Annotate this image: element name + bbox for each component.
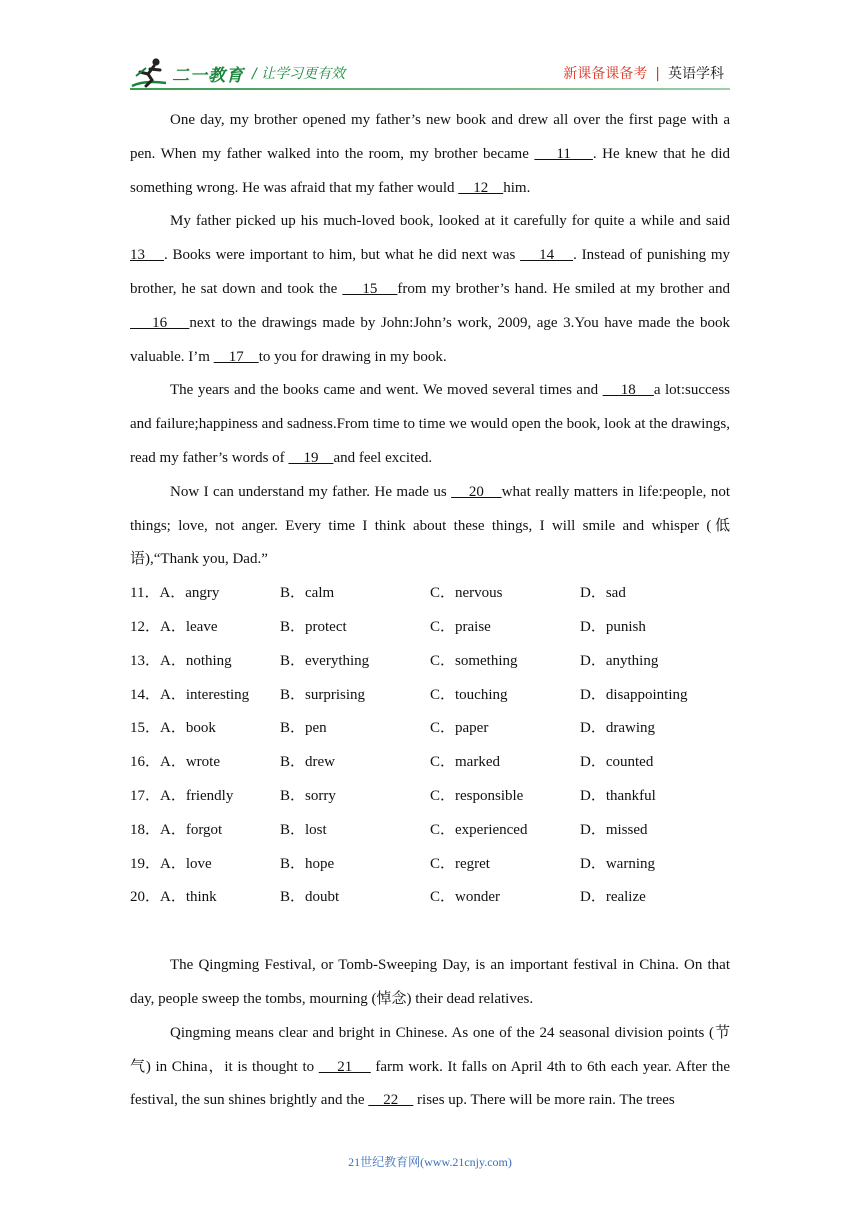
option-row xyxy=(130,645,730,679)
answer-blank: 11 xyxy=(534,145,593,162)
paragraph-text: and feel excited. xyxy=(333,449,433,466)
answer-blank: 14 xyxy=(520,247,574,264)
option-choice: 12．A．leave xyxy=(130,618,218,635)
option-choice: B．surprising xyxy=(280,686,366,703)
option-choice: C．marked xyxy=(430,754,500,771)
paragraph xyxy=(130,949,730,1017)
paragraph xyxy=(130,374,730,475)
option-row xyxy=(130,712,730,746)
option-choice: D．realize xyxy=(580,889,646,906)
answer-blank: 22 xyxy=(368,1092,414,1109)
option-choice: D．thankful xyxy=(580,787,656,804)
answer-blank: 21 xyxy=(318,1058,371,1075)
option-choice: C．experienced xyxy=(430,821,528,838)
option-choice: 16．A．wrote xyxy=(130,754,220,771)
option-choice: 14．A．interesting xyxy=(130,686,250,703)
option-choice: 20．A．think xyxy=(130,889,217,906)
paragraph-text: The Qingming Festival, or Tomb-Sweeping Day, is an important festival in China. On that day, people sweep the tombs, mourning (悼念) their dead relatives. xyxy=(130,957,730,1007)
option-choice: C．touching xyxy=(430,686,508,703)
option-choice: 19．A．love xyxy=(130,855,212,872)
option-row xyxy=(130,780,730,814)
answer-blank: 13 xyxy=(130,247,164,264)
answer-blank: 15 xyxy=(342,280,398,297)
option-choice: B．pen xyxy=(280,720,327,737)
slogan: / 让学习更有效 xyxy=(252,66,346,82)
option-choice: C．praise xyxy=(430,618,491,635)
paragraph-text: next to the drawings made by John:John’s work, 2009, age 3.You have made the book valuable. I’m xyxy=(130,314,730,365)
answer-blank: 18 xyxy=(602,382,654,399)
page-footer: 21世纪教育网(www.21cnjy.com) xyxy=(348,1155,512,1169)
header-separator: | xyxy=(655,66,660,82)
paragraph-text: from my brother’s hand. He smiled at my brother and xyxy=(397,280,730,297)
document-body xyxy=(130,104,730,1118)
answer-blank: 17 xyxy=(213,348,259,365)
paragraph-text: My father picked up his much-loved book, looked at it carefully for quite a while and said xyxy=(170,213,730,230)
page-header xyxy=(130,56,730,90)
option-row xyxy=(130,746,730,780)
option-choice: C．paper xyxy=(430,720,489,737)
paragraph xyxy=(130,1017,730,1118)
paragraph-text: Qingming means clear and bright in Chinese. As one of the 24 seasonal division points (节气) in China，it is thought to xyxy=(130,1024,730,1075)
options-list xyxy=(130,577,730,915)
option-choice: D．warning xyxy=(580,855,655,872)
option-row xyxy=(130,848,730,882)
answer-blank: 20 xyxy=(451,483,502,500)
paragraph-text: The years and the books came and went. We moved several times and xyxy=(170,382,603,399)
option-choice: D．disappointing xyxy=(580,686,688,703)
option-choice: D．drawing xyxy=(580,720,655,737)
logo-text: 二一教育 xyxy=(172,65,244,86)
option-row xyxy=(130,611,730,645)
paragraph-text: to you for drawing in my book. xyxy=(258,348,447,365)
paragraph-text: . Books were important to him, but what he did next was xyxy=(164,247,521,264)
option-row xyxy=(130,814,730,848)
answer-blank: 19 xyxy=(288,449,334,466)
paragraph-text: farm work. It falls on April 4th to 6th each year. After the festival, the sun shines brightly and the xyxy=(130,1058,730,1109)
option-choice: D．counted xyxy=(580,754,654,771)
option-choice: D．sad xyxy=(580,585,626,602)
option-row xyxy=(130,679,730,713)
option-choice: B．protect xyxy=(280,618,347,635)
option-row xyxy=(130,577,730,611)
option-choice: 15．A．book xyxy=(130,720,216,737)
option-row xyxy=(130,881,730,915)
option-choice: B．drew xyxy=(280,754,335,771)
option-choice: B．sorry xyxy=(280,787,336,804)
option-choice: D．punish xyxy=(580,618,646,635)
option-choice: C．responsible xyxy=(430,787,524,804)
subject-label: 英语学科 xyxy=(668,66,724,82)
header-divider xyxy=(130,88,730,90)
section-gap xyxy=(130,915,730,949)
passage-two xyxy=(130,949,730,1118)
paragraph-text: him. xyxy=(503,179,531,196)
runner-logo-icon xyxy=(130,56,170,90)
option-choice: C．wonder xyxy=(430,889,500,906)
option-choice: 18．A．forgot xyxy=(130,821,223,838)
option-choice: B．doubt xyxy=(280,889,340,906)
paragraph-text: what really matters in life:people, not things; love, not anger. Every time I think about these things, I will smile and whisper (低语),“Thank you, Dad.” xyxy=(130,483,730,568)
option-choice: B．hope xyxy=(280,855,335,872)
paragraph-text: Now I can understand my father. He made us xyxy=(170,483,452,500)
option-choice: 11．A．angry xyxy=(130,585,220,602)
option-choice: B．calm xyxy=(280,585,335,602)
passage-one xyxy=(130,104,730,577)
option-choice: 17．A．friendly xyxy=(130,787,234,804)
option-choice: C．regret xyxy=(430,855,490,872)
option-choice: 13．A．nothing xyxy=(130,652,232,669)
option-choice: B．everything xyxy=(280,652,370,669)
paragraph-text: rises up. There will be more rain. The trees xyxy=(413,1092,675,1109)
option-choice: C．nervous xyxy=(430,585,503,602)
header-right xyxy=(563,63,724,83)
option-choice: B．lost xyxy=(280,821,327,838)
answer-blank: 16 xyxy=(130,314,190,331)
paragraph-text: . He knew that he did something wrong. He was afraid that my father would xyxy=(130,145,731,196)
option-choice: D．missed xyxy=(580,821,648,838)
option-choice: D．anything xyxy=(580,652,659,669)
paragraph-text: a lot:success and failure;happiness and sadness.From time to time we would open the book, look at the drawings, read my father’s words of xyxy=(130,382,730,466)
paragraph-text: . Instead of punishing my brother, he sat down and took the xyxy=(130,247,731,297)
paragraph xyxy=(130,104,730,205)
answer-blank: 12 xyxy=(458,179,504,196)
paragraph xyxy=(130,476,730,577)
logo xyxy=(130,56,244,90)
paragraph-text: One day, my brother opened my father’s new book and drew all over the first page with a pen. When my father walked into the room, my brother became xyxy=(130,112,730,162)
course-label: 新课备课备考 xyxy=(563,66,648,82)
option-choice: C．something xyxy=(430,652,518,669)
paragraph xyxy=(130,205,730,374)
